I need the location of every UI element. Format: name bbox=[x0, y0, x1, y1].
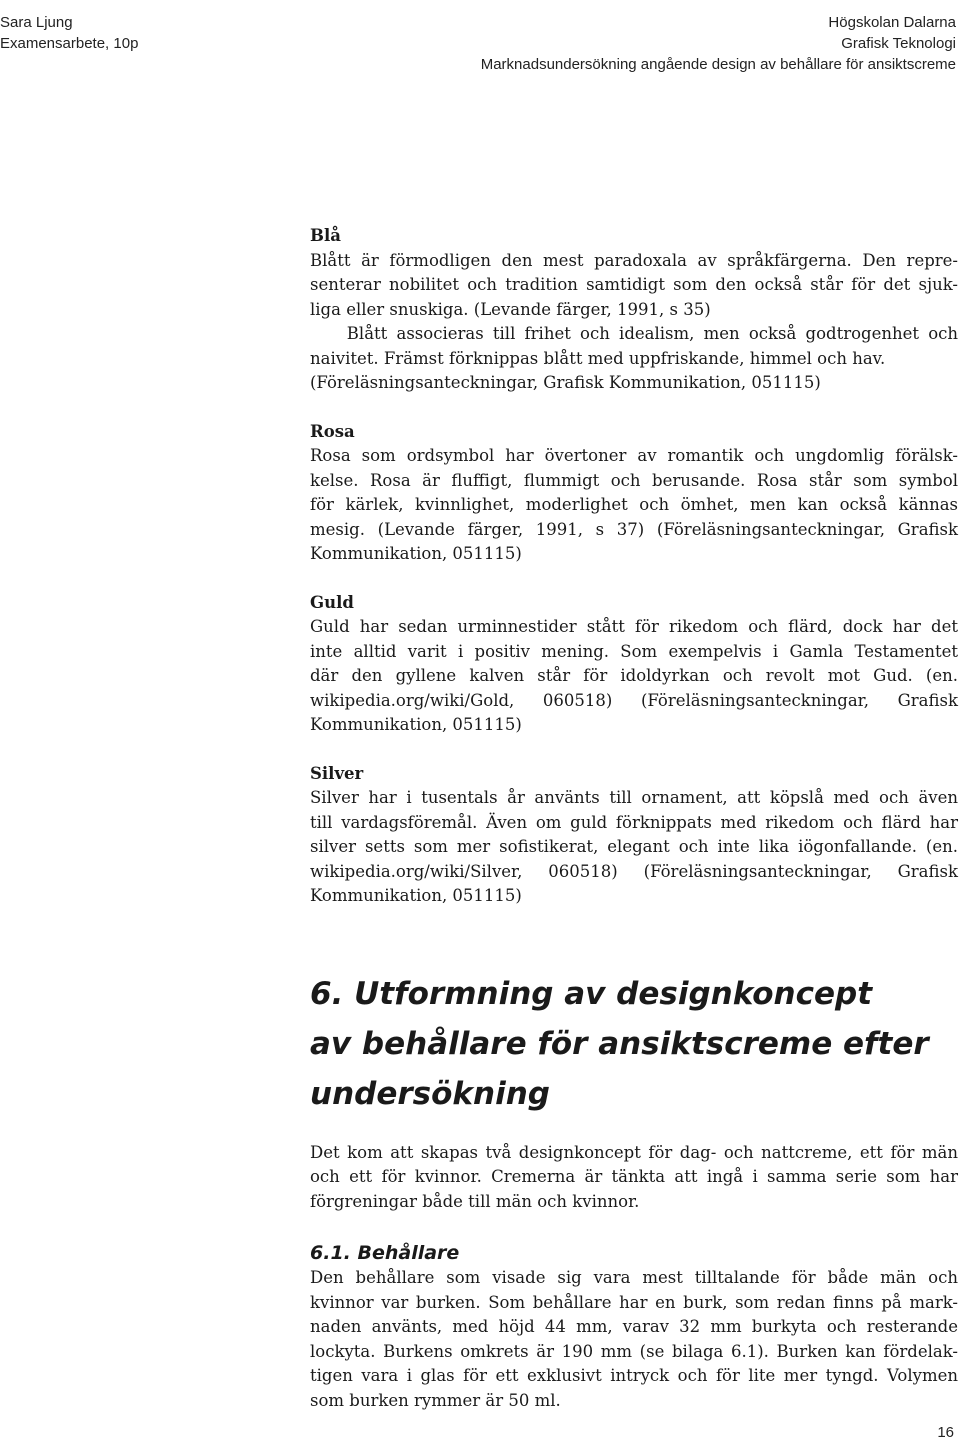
text-line: lockyta. Burkens omkrets är 190 mm (se bilaga 6.1). Burken kan fördelak- bbox=[310, 1341, 958, 1361]
text-line: Blått är förmodligen den mest paradoxala av språkfärgerna. Den repre- bbox=[310, 250, 958, 270]
program-name: Grafisk Teknologi bbox=[841, 35, 956, 52]
text-line: silver setts som mer sofistikerat, elegant och inte lika iögonfallande. (en. bbox=[310, 837, 958, 856]
text-line: Kommunikation, 051115) bbox=[310, 886, 522, 905]
header-left bbox=[0, 12, 138, 54]
section-body-bla bbox=[310, 249, 958, 396]
subsection-title: 6.1. Behållare bbox=[310, 1242, 460, 1264]
chapter-title-line: undersökning bbox=[310, 1075, 550, 1112]
text-line: senterar nobilitet och tradition samtidigt som den också står för det sjuk- bbox=[310, 275, 958, 294]
text-line: mesig. (Levande färger, 1991, s 37) (Föreläsningsanteckningar, Grafisk bbox=[310, 519, 958, 539]
text-line: tigen vara i glas för ett exklusivt intryck och för lite mer tyngd. Volymen bbox=[310, 1366, 958, 1385]
text-line: Det kom att skapas två designkoncept för dag- och nattcreme, ett för män bbox=[310, 1142, 958, 1162]
text-line: och ett för kvinnor. Cremerna är tänkta att ingå i samma serie som har bbox=[310, 1167, 958, 1186]
section-title-bla: Blå bbox=[310, 226, 341, 245]
school-name: Högskolan Dalarna bbox=[828, 14, 956, 31]
subsection-body bbox=[310, 1266, 958, 1413]
text-line: Kommunikation, 051115) bbox=[310, 544, 522, 563]
chapter-title bbox=[310, 969, 958, 1119]
page-number: 16 bbox=[937, 1424, 954, 1441]
text-line: naden använts, med höjd 44 mm, varav 32 mm burkyta och resterande bbox=[310, 1317, 958, 1336]
section-title-silver: Silver bbox=[310, 763, 364, 783]
text-line: liga eller snuskiga. (Levande färger, 1991, s 35) bbox=[310, 299, 711, 319]
section-body-guld bbox=[310, 615, 958, 738]
section-body-silver bbox=[310, 786, 958, 909]
chapter-intro bbox=[310, 1141, 958, 1215]
text-line: Blått associeras till frihet och idealism, men också godtrogenhet och bbox=[310, 324, 958, 343]
text-line: kvinnor var burken. Som behållare har en burk, som redan finns på mark- bbox=[310, 1292, 958, 1312]
text-line: Silver har i tusentals år använts till ornament, att köpslå med och även bbox=[310, 788, 958, 807]
author-name: Sara Ljung bbox=[0, 14, 73, 31]
text-line: wikipedia.org/wiki/Silver, 060518) (Föreläsningsanteckningar, Grafisk bbox=[310, 861, 958, 881]
text-line: (Föreläsningsanteckningar, Grafisk Kommunikation, 051115) bbox=[310, 373, 821, 392]
text-line: Kommunikation, 051115) bbox=[310, 715, 522, 734]
text-line: Den behållare som visade sig vara mest tilltalande för både män och bbox=[310, 1268, 958, 1287]
text-line: inte alltid varit i positiv mening. Som exempelvis i Gamla Testamentet bbox=[310, 641, 958, 661]
thesis-title: Marknadsundersökning angående design av behållare för ansiktscreme bbox=[480, 56, 956, 73]
chapter-title-line: av behållare för ansiktscreme efter bbox=[310, 1025, 929, 1062]
text-line: kelse. Rosa är fluffigt, flummigt och berusande. Rosa står som symbol bbox=[310, 470, 958, 490]
text-line: Rosa som ordsymbol har övertoner av romantik och ungdomlig förälsk- bbox=[310, 446, 958, 465]
text-line: för kärlek, kvinnlighet, moderlighet och ömhet, men kan också kännas bbox=[310, 495, 958, 514]
text-line: Guld har sedan urminnestider stått för rikedom och flärd, dock har det bbox=[310, 617, 958, 636]
chapter-title-line: 6. Utformning av designkoncept bbox=[310, 975, 873, 1012]
text-line: där den gyllene kalven står för idoldyrkan och revolt mot Gud. (en. bbox=[310, 666, 958, 685]
text-line: naivitet. Främst förknippas blått med uppfriskande, himmel och hav. bbox=[310, 348, 886, 368]
text-line: wikipedia.org/wiki/Gold, 060518) (Föreläsningsanteckningar, Grafisk bbox=[310, 690, 958, 710]
section-title-rosa: Rosa bbox=[310, 421, 355, 441]
course-name: Examensarbete, 10p bbox=[0, 35, 139, 52]
body-content bbox=[310, 224, 958, 1413]
section-title-guld: Guld bbox=[310, 592, 354, 612]
text-line: som burken rymmer är 50 ml. bbox=[310, 1390, 561, 1410]
section-body-rosa bbox=[310, 444, 958, 567]
header-right bbox=[481, 12, 956, 75]
text-line: till vardagsföremål. Även om guld förknippats med rikedom och flärd har bbox=[310, 812, 958, 832]
text-line: förgreningar både till män och kvinnor. bbox=[310, 1191, 640, 1211]
